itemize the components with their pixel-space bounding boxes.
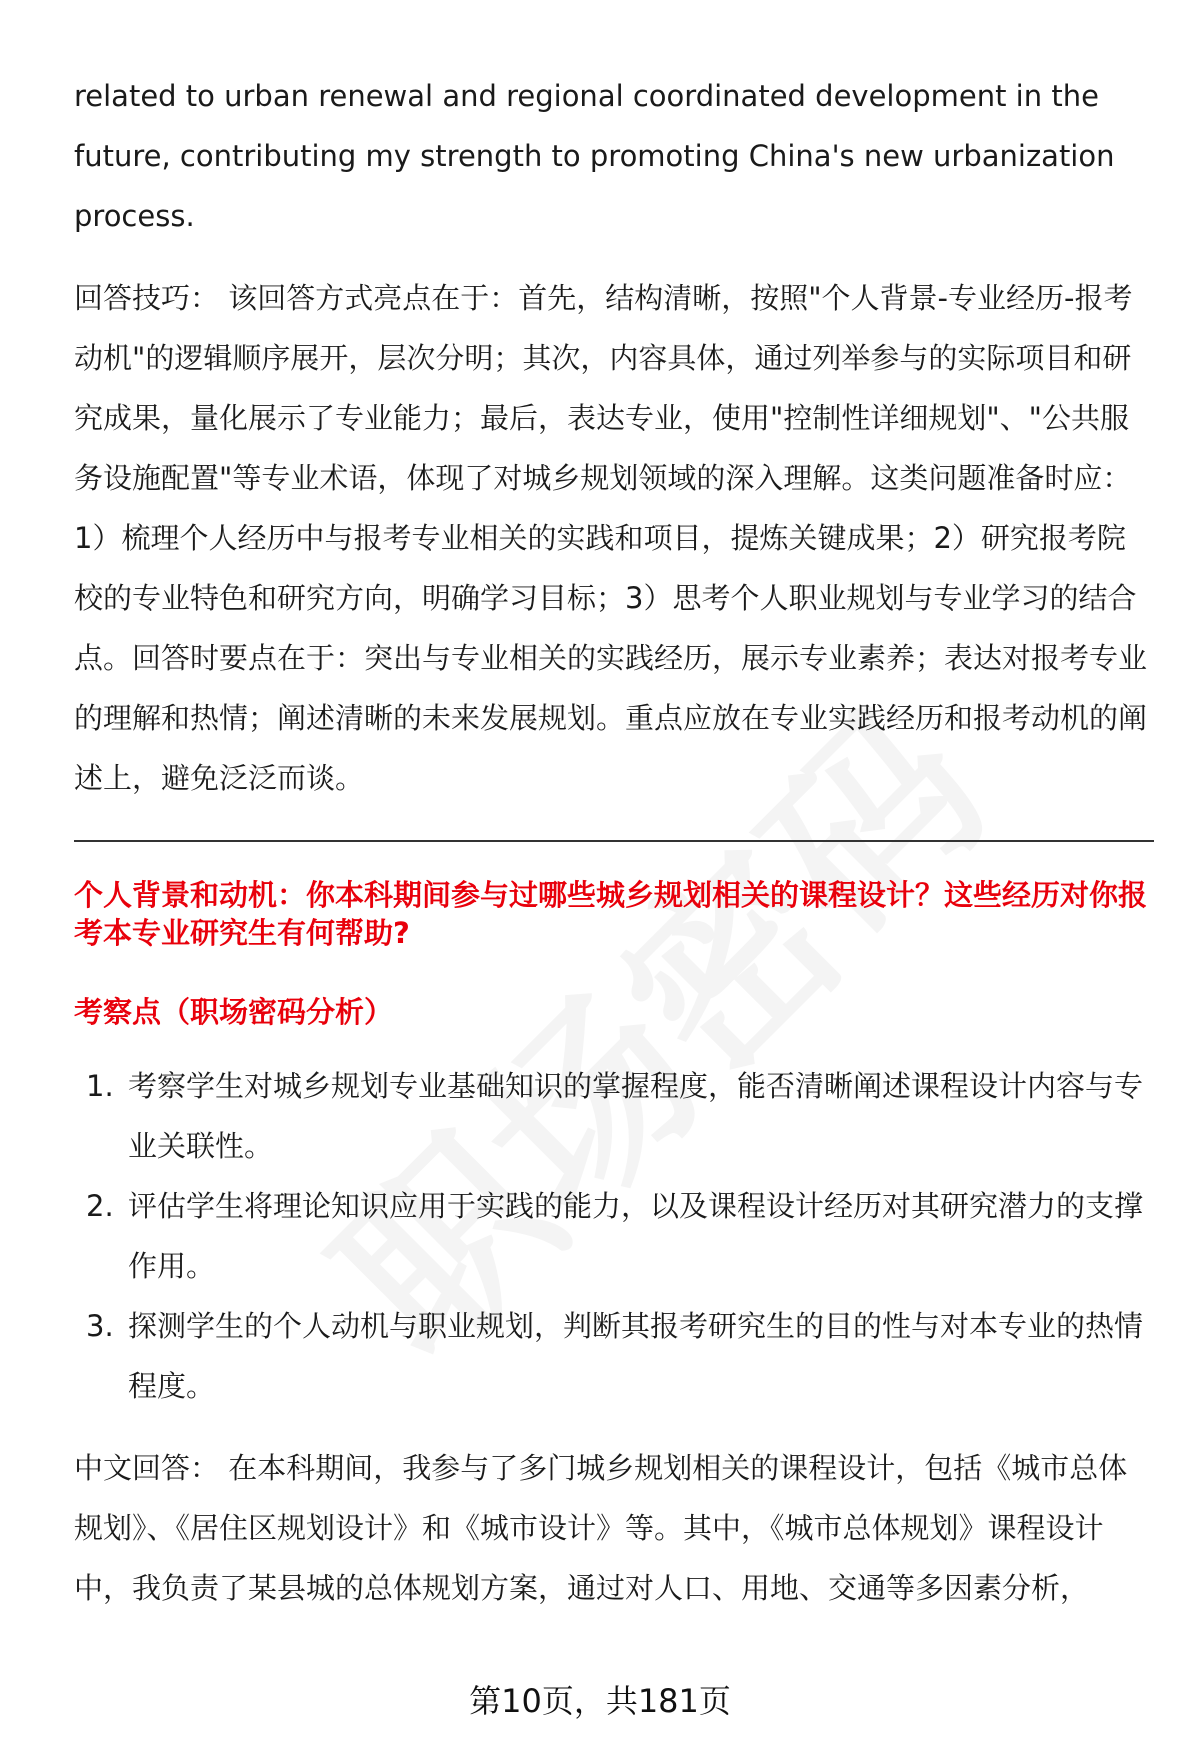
document-page [74,66,1154,1618]
chinese-answer-paragraph: 中文回答： 在本科期间，我参与了多门城乡规划相关的课程设计，包括《城市总体规划》、《居住区规划设计》和《城市设计》等。其中，《城市总体规划》课程设计中，我负责了某县城的总体规划方案，通过对人口、用地、交通等多因素分析， [74,1451,1128,1605]
exam-points-heading: 考察点（职场密码分析） [74,995,394,1029]
list-item-number: 3. [86,1309,114,1343]
list-item [74,1056,1154,1176]
list-item-text: 评估学生将理论知识应用于实践的能力，以及课程设计经历对其研究潜力的支撑作用。 [128,1189,1144,1283]
list-item-number: 1. [86,1069,114,1103]
page-number-footer: 第10页，共181页 [469,1682,731,1720]
answer-tips-paragraph: 回答技巧： 该回答方式亮点在于：首先，结构清晰，按照"个人背景-专业经历-报考动机"的逻辑顺序展开，层次分明；其次，内容具体，通过列举参与的实际项目和研究成果，量化展示了专业能力；最后，表达专业，使用"控制性详细规划"、"公共服务设施配置"等专业术语，体现了对城乡规划领域的深入理解。这类问题准备时应：1）梳理个人经历中与报考专业相关的实践和项目，提炼关键成果；2）研究报考院校的专业特色和研究方向，明确学习目标；3）思考个人职业规划与专业学习的结合点。回答时要点在于：突出与专业相关的实践经历，展示专业素养；表达对报考专业的理解和热情；阐述清晰的未来发展规划。重点应放在专业实践经历和报考动机的阐述上，避免泛泛而谈。 [74,281,1148,795]
list-item-number: 2. [86,1189,114,1223]
list-item-text: 考察学生对城乡规划专业基础知识的掌握程度，能否清晰阐述课程设计内容与专业关联性。 [128,1069,1144,1163]
exam-points-list [74,1056,1154,1416]
section-divider [74,840,1154,842]
list-item-text: 探测学生的个人动机与职业规划，判断其报考研究生的目的性与对本专业的热情程度。 [128,1309,1144,1403]
intro-english-paragraph: related to urban renewal and regional coordinated development in the future, contributing my strength to promoting China's new urbanization process. [74,79,1115,233]
question-heading: 个人背景和动机：你本科期间参与过哪些城乡规划相关的课程设计？这些经历对你报考本专业研究生有何帮助? [74,878,1148,950]
list-item [74,1176,1154,1296]
list-item [74,1296,1154,1416]
